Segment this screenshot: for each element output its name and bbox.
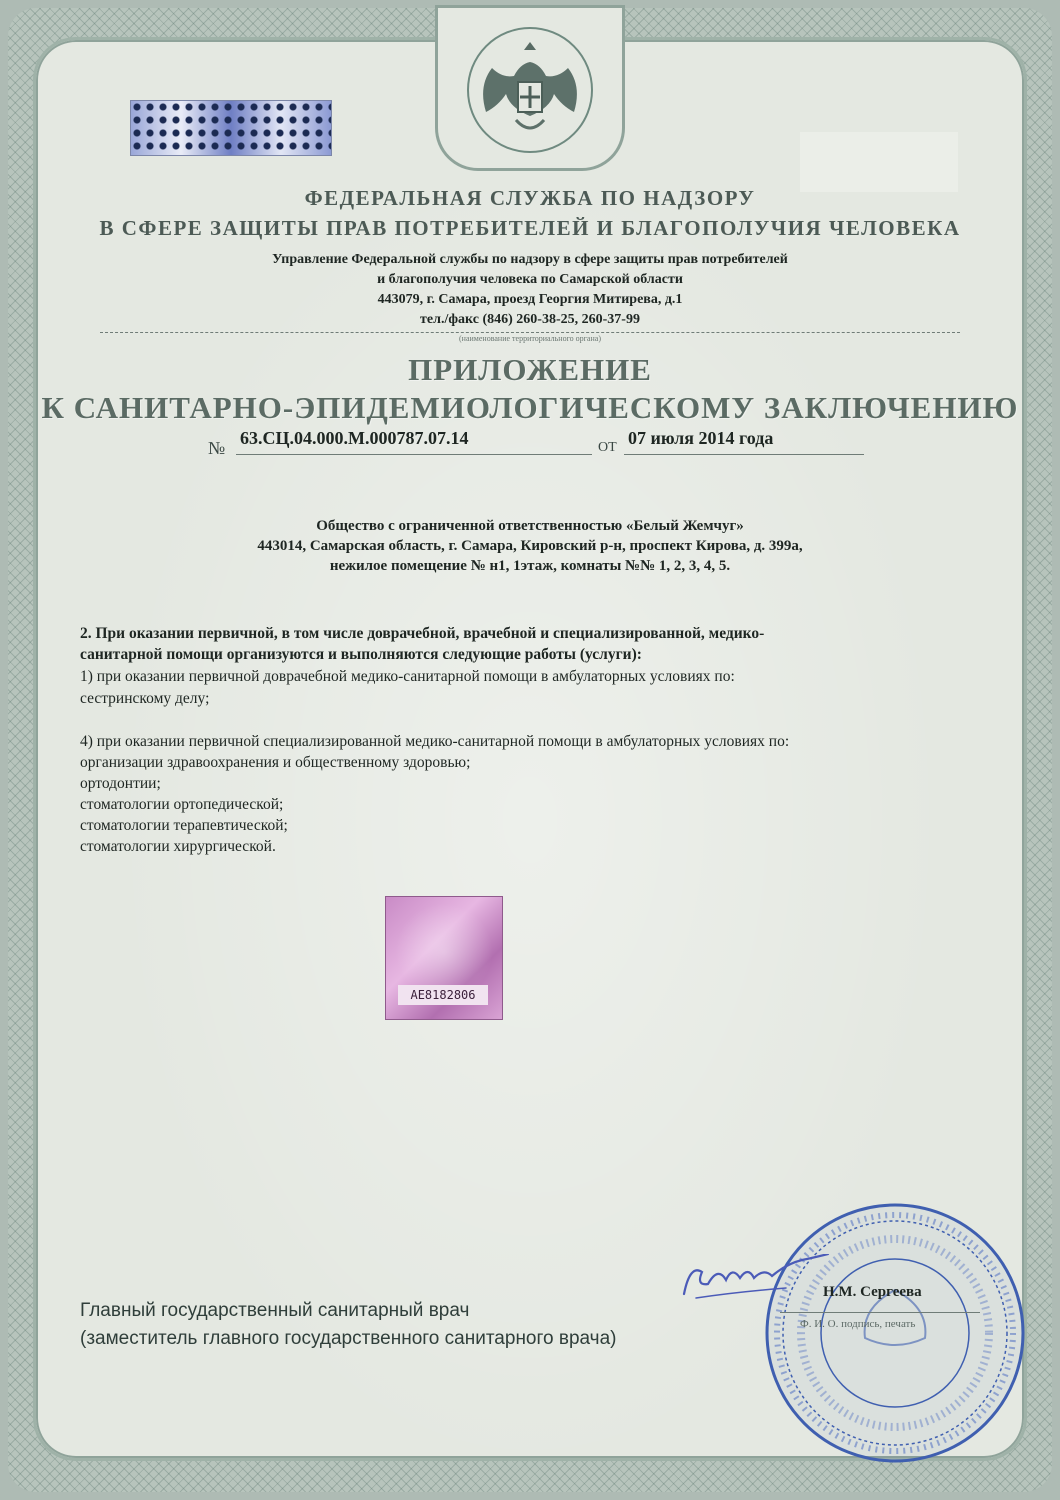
official-role-line2: (заместитель главного государственного санитарного врача) (80, 1328, 617, 1349)
office-phone: тел./факс (846) 260-38-25, 260-37-99 (420, 312, 640, 327)
organization-name: Общество с ограниченной ответственностью «Белый Жемчуг» (316, 518, 744, 534)
official-role-line1: Главный государственный санитарный врач (80, 1300, 470, 1321)
office-underline (100, 332, 960, 333)
service-item4-entry: стоматологии хирургической. (80, 838, 276, 855)
blank-field (800, 132, 958, 192)
number-underline (236, 454, 592, 455)
certificate-number-row (0, 426, 1060, 460)
office-line2: и благополучия человека по Самарской области (377, 272, 683, 287)
document-title-line1: ПРИЛОЖЕНИЕ (408, 352, 652, 387)
service-item4-line1: 4) при оказании первичной специализированной медико-санитарной помощи в амбулаторных условиях по: (80, 733, 790, 750)
office-line1: Управление Федеральной службы по надзору в сфере защиты прав потребителей (272, 252, 788, 267)
date-underline (624, 454, 864, 455)
office-address: 443079, г. Самара, проезд Георгия Митирева, д.1 (377, 292, 683, 307)
certificate-number: 63.СЦ.04.000.М.000787.07.14 (240, 428, 469, 448)
hologram-strip (130, 100, 332, 156)
date-label: ОТ (598, 440, 617, 455)
organization-address-line2: нежилое помещение № н1, 1этаж, комнаты №№ 1, 2, 3, 4, 5. (329, 558, 731, 574)
organization-address-line1: 443014, Самарская область, г. Самара, Кировский р-н, проспект Кирова, д. 399а, (257, 538, 803, 554)
services-intro-line2: санитарной помощи организуются и выполняются следующие работы (услуги): (80, 646, 642, 663)
service-item4-entry: организации здравоохранения и общественному здоровью; (80, 754, 471, 771)
security-rosette (385, 896, 503, 1020)
services-intro-line1: 2. При оказании первичной, в том числе доврачебной, врачебной и специализированной, медико- (80, 625, 765, 642)
signer-name: Н.М. Сергеева (823, 1284, 922, 1300)
service-item4-entry: стоматологии терапевтической; (80, 817, 288, 834)
round-seal-stamp (760, 1198, 1030, 1468)
service-item4-entry: ортодонтии; (80, 775, 161, 792)
handwritten-signature (676, 1254, 836, 1304)
agency-title-line2: В СФЕРЕ ЗАЩИТЫ ПРАВ ПОТРЕБИТЕЛЕЙ И БЛАГОПОЛУЧИЯ ЧЕЛОВЕКА (99, 216, 961, 240)
service-item1-line1: 1) при оказании первичной доврачебной медико-санитарной помощи в амбулаторных условиях по: (80, 668, 735, 685)
service-item1-line2: сестринскому делу; (80, 690, 210, 707)
document-title-line2: К САНИТАРНО-ЭПИДЕМИОЛОГИЧЕСКОМУ ЗАКЛЮЧЕНИЮ (41, 390, 1019, 425)
certificate-date: 07 июля 2014 года (628, 428, 774, 448)
office-caption: (наименование территориального органа) (459, 334, 601, 343)
signature-caption: Ф. И. О. подпись, печать (800, 1318, 916, 1330)
number-label: № (208, 438, 226, 458)
agency-title-line1: ФЕДЕРАЛЬНАЯ СЛУЖБА ПО НАДЗОРУ (304, 186, 756, 210)
service-item4-entry: стоматологии ортопедической; (80, 796, 284, 813)
double-headed-eagle-emblem (458, 20, 602, 160)
signature-line (780, 1312, 980, 1313)
security-serial: АЕ8182806 (398, 985, 488, 1005)
